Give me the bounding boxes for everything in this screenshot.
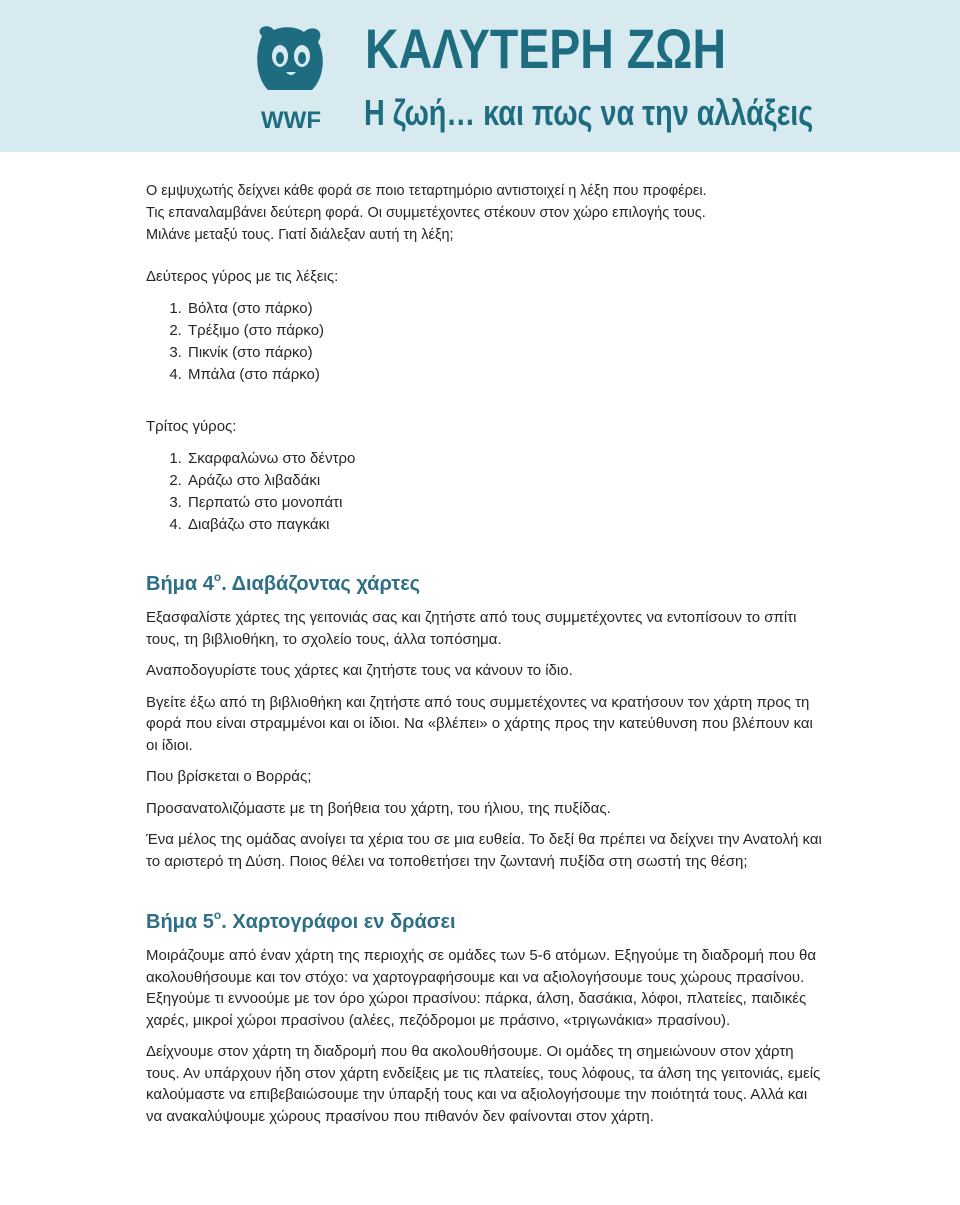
list-item: 2. Αράζω στο λιβαδάκι xyxy=(186,470,826,492)
list-item: 4. Μπάλα (στο πάρκο) xyxy=(186,364,826,386)
intro-line: Τις επαναλαμβάνει δεύτερη φορά. Οι συμμετέχοντες στέκουν στον χώρο επιλογής τους. xyxy=(146,205,706,221)
wwf-logo-text: WWF xyxy=(261,107,321,132)
list-item: 4. Διαβάζω στο παγκάκι xyxy=(186,514,826,536)
step5-heading xyxy=(146,902,826,935)
step5-label: Βήμα 5 xyxy=(146,911,214,933)
step4-title: . Διαβάζοντας χάρτες xyxy=(221,573,421,595)
step5-paragraph: Μοιράζουμε από έναν χάρτη της περιοχής σε ομάδες των 5-6 ατόμων. Εξηγούμε τη διαδρομή που θα ακολουθήσουμε και τον στόχο: να χαρτογραφήσουμε και να αξιολογήσουμε τους χώρους πρασίνου. Εξηγούμε τι εννοούμε με τον όρο χώροι πρασίνου: πάρκα, άλση, δασάκια, λόφοι, πλατείες, παιδικές χαρές, μικροί χώροι πρασίνου (αλέες, πεζόδρομοι με πράσινο, «τριγωνάκια» πρασίνου). xyxy=(146,947,817,1029)
brand-subtitle: Η ζωή… και πως να την αλλάξεις xyxy=(364,92,814,133)
step4-paragraph: Βγείτε έξω από τη βιβλιοθήκη και ζητήστε από τους συμμετέχοντες να κρατήσουν τον χάρτη προς τη φορά που είναι στραμμένοι και οι ίδιοι. Να «βλέπει» ο χάρτης προς την κατεύθυνση που βλέπουν και οι ίδιοι. xyxy=(146,693,813,754)
document-body xyxy=(146,180,826,1127)
step4-paragraph: Ένα μέλος της ομάδας ανοίγει τα χέρια του σε μια ευθεία. Το δεξί θα πρέπει να δείχνει την Ανατολή και το αριστερό τη Δύση. Ποιος θέλει να τοποθετήσει την ζωντανή πυξίδα στη σωστή της θέση; xyxy=(146,831,822,870)
header-banner xyxy=(0,0,960,152)
step4-label: Βήμα 4 xyxy=(146,573,214,595)
step4-paragraph: Αναποδογυρίστε τους χάρτες και ζητήστε τους να κάνουν το ίδιο. xyxy=(146,662,573,679)
step5-title: . Χαρτογράφοι εν δράσει xyxy=(221,911,456,933)
list-item: 3. Περπατώ στο μονοπάτι xyxy=(186,492,826,514)
list-item: 1. Σκαρφαλώνω στο δέντρο xyxy=(186,448,826,470)
brand-title: ΚΑΛΥΤΕΡΗ ΖΩΗ xyxy=(365,17,727,80)
step5-paragraph: Δείχνουμε στον χάρτη τη διαδρομή που θα ακολουθήσουμε. Οι ομάδες τη σημειώνουν στον χάρτη τους. Αν υπάρχουν ήδη στον χάρτη ενδείξεις με τις πλατείες, τους λόφους, τα άλση της γειτονιάς, εμείς καλούμαστε να επιβεβαιώσουμε την ύπαρξή τους και να αξιολογήσουμε την ποιότητά τους. Αλλά και να ανακαλύψουμε χώρους πρασίνου που πιθανόν δεν φαίνονται στον χάρτη. xyxy=(146,1043,821,1125)
step4-heading xyxy=(146,564,826,597)
step4-paragraph: Που βρίσκεται ο Βορράς; xyxy=(146,768,312,785)
list-item: 2. Τρέξιμο (στο πάρκο) xyxy=(186,320,826,342)
step5-ordinal: ο xyxy=(213,908,222,922)
round2-list xyxy=(146,298,826,386)
round3-title: Τρίτος γύρος: xyxy=(146,418,237,435)
list-item: 3. Πικνίκ (στο πάρκο) xyxy=(186,342,826,364)
round2-title: Δεύτερος γύρος με τις λέξεις: xyxy=(146,268,339,285)
step4-paragraph: Εξασφαλίστε χάρτες της γειτονιάς σας και ζητήστε από τους συμμετέχοντες να εντοπίσουν το σπίτι τους, τη βιβλιοθήκη, το σχολείο τους, άλλα τοπόσημα. xyxy=(146,609,797,648)
intro-line: Μιλάνε μεταξύ τους. Γιατί διάλεξαν αυτή τη λέξη; xyxy=(146,227,454,243)
list-item: 1. Βόλτα (στο πάρκο) xyxy=(186,298,826,320)
round3-list xyxy=(146,448,826,536)
wwf-panda-logo xyxy=(252,22,330,132)
step4-ordinal: ο xyxy=(213,570,222,584)
intro-line: Ο εμψυχωτής δείχνει κάθε φορά σε ποιο τεταρτημόριο αντιστοιχεί η λέξη που προφέρει. xyxy=(146,183,707,199)
step4-paragraph: Προσανατολιζόμαστε με τη βοήθεια του χάρτη, του ήλιου, της πυξίδας. xyxy=(146,799,611,817)
intro-text xyxy=(146,180,826,246)
